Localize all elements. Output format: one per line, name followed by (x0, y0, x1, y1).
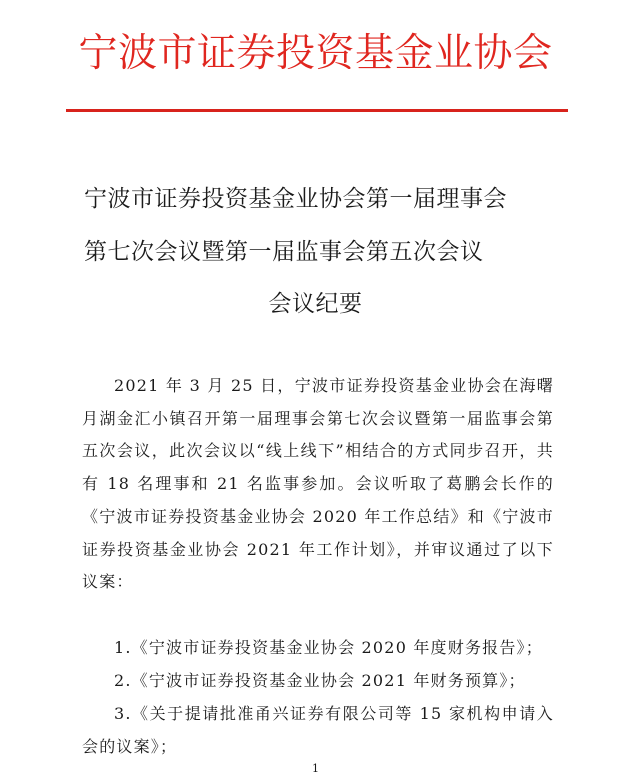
agenda-item-1: 1.《宁波市证券投资基金业协会 2020 年度财务报告》； (114, 638, 543, 657)
document-title-line-2: 第七次会议暨第一届监事会第五次会议 (84, 239, 484, 265)
document-title-line-3: 会议纪要 (268, 291, 363, 317)
letterhead-red-rule (66, 109, 568, 112)
agenda-item-3: 3.《关于提请批准甬兴证券有限公司等 15 家机构申请入会的议案》； (82, 704, 554, 756)
letterhead-org-name: 宁波市证券投资基金业协会 (78, 31, 553, 76)
agenda-item-2: 2.《宁波市证券投资基金业协会 2021 年财务预算》； (114, 671, 526, 690)
body-paragraph: 2021 年 3 月 25 日，宁波市证券投资基金业协会在海曙月湖金汇小镇召开第一届理事会第七次会议暨第一届监事会第五次会议，此次会议以“线上线下”相结合的方式同步召开，共有 18 名理事和 21 名监事参加。会议听取了葛鹏会长作的《宁波市证券投资基金业协会 2020 年工作总结》和《宁波市证券投资基金业协会 2021 年工作计划》，并审议通过了以下议案： (82, 376, 554, 592)
document-title-line-1: 宁波市证券投资基金业协会第一届理事会 (84, 186, 507, 212)
page-number: 1 (312, 762, 319, 775)
